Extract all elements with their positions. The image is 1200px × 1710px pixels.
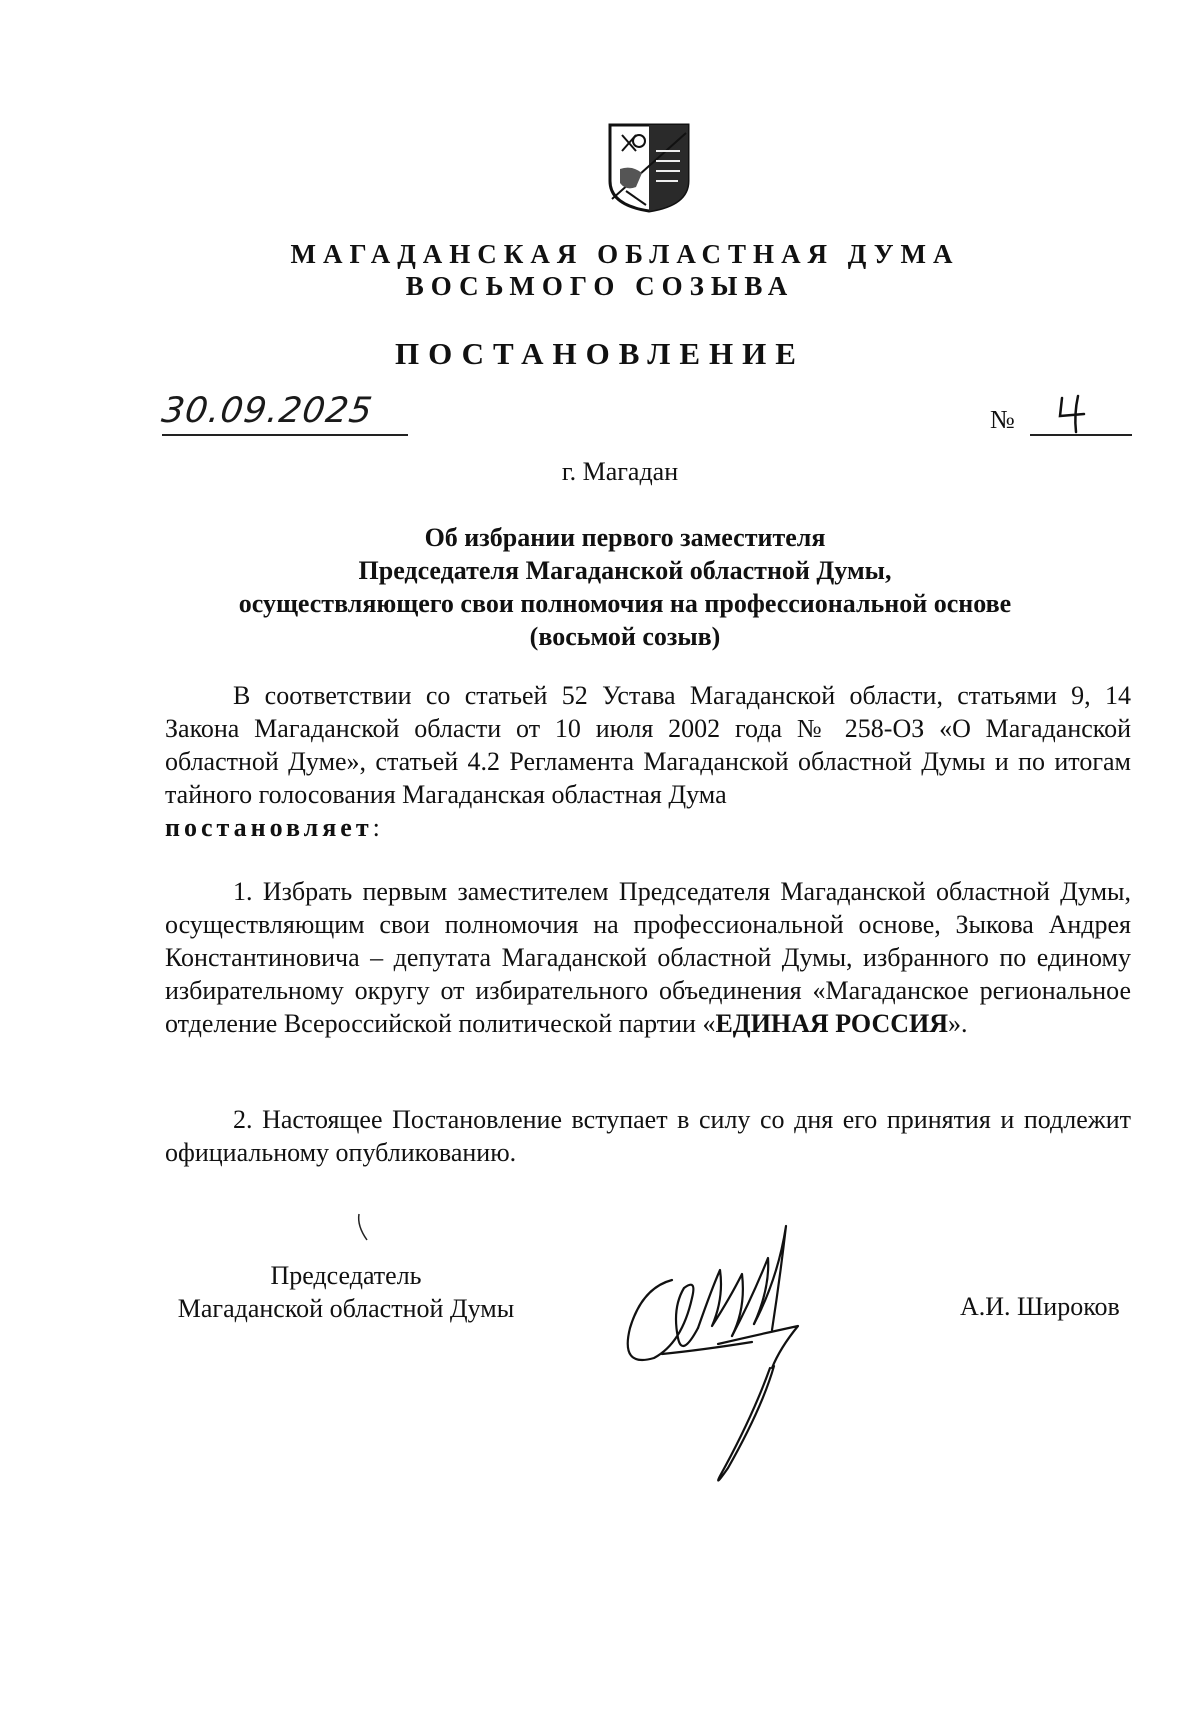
- organization-name: МАГАДАНСКАЯ ОБЛАСТНАЯ ДУМА: [290, 239, 960, 269]
- number-label: №: [990, 405, 1015, 434]
- date-field: [159, 391, 408, 439]
- party-name: ЕДИНАЯ РОССИЯ: [715, 1009, 949, 1038]
- convocation: ВОСЬМОГО СОЗЫВА: [405, 271, 795, 301]
- resolves-word: постановляет: [165, 813, 373, 842]
- resolves-colon: :: [372, 813, 380, 842]
- city: г. Магадан: [561, 457, 679, 486]
- signatory-name: А.И. Широков: [960, 1292, 1120, 1321]
- signatory-position: [160, 1259, 532, 1325]
- item-2-text: 2. Настоящее Постановление вступает в силу со дня его принятия и подлежит официальному опубликованию.: [165, 1105, 1131, 1167]
- date-underline: [162, 434, 408, 436]
- handwritten-date: 30.09.2025: [159, 391, 376, 431]
- subject-line: Об избрании первого заместителя: [424, 523, 826, 552]
- subject-line: осуществляющего свои полномочия на профессиональной основе: [238, 589, 1012, 618]
- magadan-coat-of-arms-icon: [606, 121, 692, 213]
- item-1-end: ».: [948, 1009, 968, 1038]
- document-subject: [0, 521, 1200, 653]
- number-underline: [1030, 434, 1132, 436]
- subject-line: Председателя Магаданской областной Думы,: [358, 556, 892, 585]
- resolution-item-2: [165, 1103, 1131, 1169]
- position-line: Председатель: [270, 1261, 422, 1290]
- item-1-text: 1. Избрать первым заместителем Председателя Магаданской областной Думы, осуществляющим свои полномочия на профессиональной основе, Зыкова Андрея Константиновича – депутата Магаданской областной Думы, избранного по единому избирательному округу от избирательного объединения «Магаданское региональное отделение Всероссийской политической партии «: [165, 877, 1131, 1038]
- subject-line: (восьмой созыв): [529, 622, 721, 651]
- preamble-paragraph: [165, 679, 1131, 844]
- resolution-item-1: [165, 875, 1131, 1040]
- preamble-text: В соответствии со статьей 52 Устава Магаданской области, статьями 9, 14 Закона Магаданской области от 10 июля 2002 года № 258-ОЗ «О Магаданской областной Думе», статьей 4.2 Регламента Магаданской областной Думы и по итогам тайного голосования Магаданская областная Дума: [165, 681, 1131, 809]
- handwritten-number: [1054, 394, 1094, 434]
- handwritten-signature: [602, 1218, 852, 1498]
- position-line: Магаданской областной Думы: [177, 1294, 515, 1323]
- document-type-title: ПОСТАНОВЛЕНИЕ: [395, 336, 805, 371]
- pen-mark: [355, 1212, 371, 1244]
